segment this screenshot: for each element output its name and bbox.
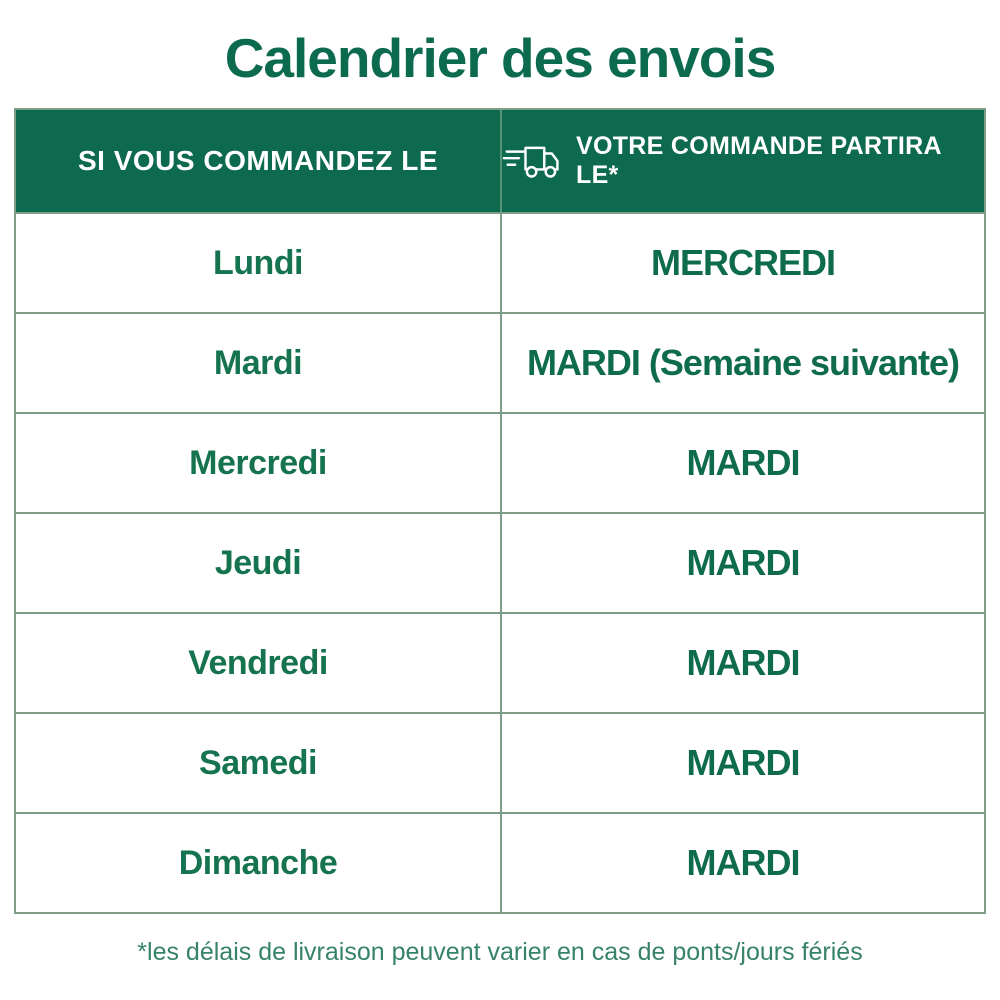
header-order-day: SI VOUS COMMANDEZ LE bbox=[77, 145, 438, 176]
shipping-schedule-table bbox=[14, 108, 986, 914]
ship-day-cell: MARDI bbox=[500, 514, 984, 612]
table-row bbox=[16, 512, 984, 612]
header-ship-day bbox=[500, 110, 984, 212]
order-day-cell: Mardi bbox=[213, 343, 303, 382]
ship-day-cell: MERCREDI bbox=[500, 214, 984, 312]
page-title: Calendrier des envois bbox=[224, 27, 776, 89]
ship-day-cell: MARDI (Semaine suivante) bbox=[500, 314, 984, 412]
table-row bbox=[16, 312, 984, 412]
order-day-cell: Samedi bbox=[199, 743, 317, 782]
header-ship-day-label: VOTRE COMMANDE PARTIRA LE* bbox=[576, 132, 941, 189]
order-day-cell: Lundi bbox=[212, 243, 304, 282]
ship-day-cell: MARDI bbox=[500, 814, 984, 912]
table-row bbox=[16, 812, 984, 912]
shipping-truck-icon bbox=[502, 139, 564, 183]
table-row bbox=[16, 612, 984, 712]
ship-day-cell: MARDI bbox=[500, 714, 984, 812]
table-header-row bbox=[16, 110, 984, 212]
footnote: *les délais de livraison peuvent varier en cas de ponts/jours fériés bbox=[137, 938, 863, 966]
order-day-cell: Jeudi bbox=[214, 543, 302, 582]
order-day-cell: Vendredi bbox=[188, 643, 328, 682]
table-row bbox=[16, 712, 984, 812]
ship-day-cell: MARDI bbox=[500, 414, 984, 512]
order-day-cell: Dimanche bbox=[178, 843, 338, 882]
table-body bbox=[16, 212, 984, 912]
order-day-cell: Mercredi bbox=[189, 443, 327, 482]
ship-day-cell: MARDI bbox=[500, 614, 984, 712]
table-row bbox=[16, 212, 984, 312]
table-row bbox=[16, 412, 984, 512]
